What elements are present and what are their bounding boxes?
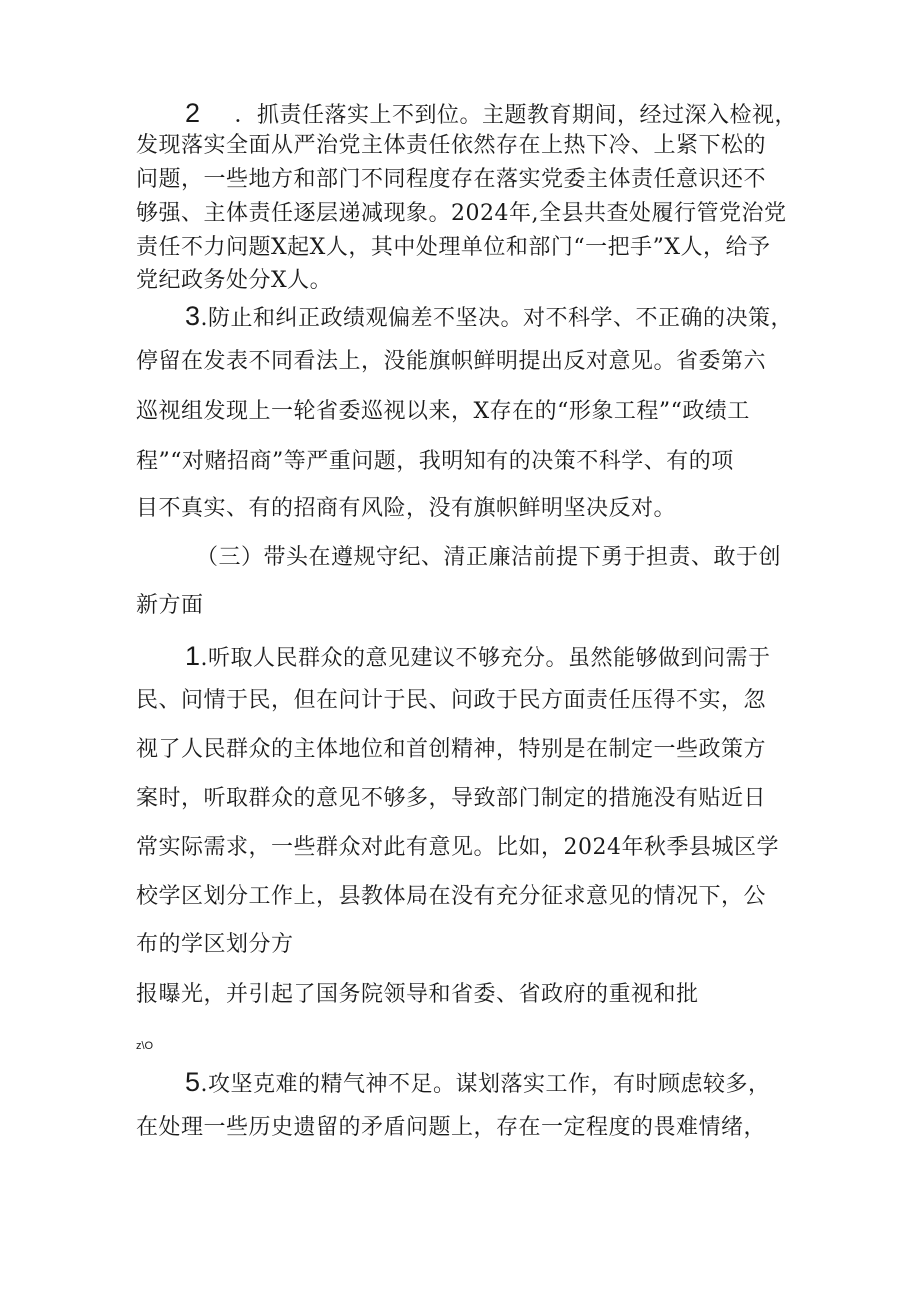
paragraph-2-text-1: ．抓责任落实上不到位。主题教育期间，经过深入检视， [234, 103, 798, 128]
paragraph-3-line-5: 目不真实、有的招商有风险，没有旗帜鲜明坚决反对。 [136, 496, 677, 521]
paragraph-1-line-7: 布的学区划分方 [136, 932, 294, 957]
paragraph-1-line-3: 视了人民群众的主体地位和首创精神，特别是在制定一些政策方 [136, 737, 767, 762]
paragraph-1-line-6: 校学区划分工作上，县教体局在没有充分征求意见的情况下，公 [136, 884, 767, 909]
paragraph-2-line-6: 党纪政务处分X人。 [136, 268, 333, 293]
paragraph-2-line-1 [185, 100, 797, 127]
text-fragment: z\O [136, 1040, 154, 1052]
paragraph-2-line-4: 够强、主体责任逐层递减现象。2024年,全县共查处履行管党治党 [136, 201, 787, 226]
paragraph-5-number: 5 [185, 1067, 201, 1097]
section-3-heading-line-2: 新方面 [136, 593, 204, 618]
paragraph-1-line-8: 报曝光，并引起了国务院领导和省委、省政府的重视和批 [136, 982, 699, 1007]
paragraph-1-line-5: 常实际需求，一些群众对此有意见。比如，2024年秋季县城区学 [136, 835, 779, 860]
paragraph-2-line-3: 问题，一些地方和部门不同程度存在落实党委主体责任意识还不 [136, 167, 767, 192]
paragraph-5-line-2: 在处理一些历史遗留的矛盾问题上，存在一定程度的畏难情绪， [136, 1115, 767, 1140]
section-3-heading-line-1: （三）带头在遵规守纪、清正廉洁前提下勇于担责、敢于创 [196, 545, 782, 570]
paragraph-3-line-4: 程”“对赌招商”等严重问题，我明知有的决策不科学、有的项 [136, 449, 734, 474]
paragraph-1-line-4: 案时，听取群众的意见不够多，导致部门制定的措施没有贴近日 [136, 786, 767, 811]
paragraph-5-text-1: .攻坚克难的精气神不足。谋划落实工作，有时顾虑较多， [200, 1072, 771, 1097]
paragraph-1-number: 1 [185, 641, 201, 671]
paragraph-1-line-2: 民、问情于民，但在问计于民、问政于民方面责任压得不实，忽 [136, 688, 767, 713]
paragraph-2-line-5: 责任不力问题X起X人，其中处理单位和部门“一把手”X人，给予 [136, 235, 771, 260]
paragraph-5-line-1 [185, 1069, 771, 1096]
paragraph-2-line-2: 发现落实全面从严治党主体责任依然存在上热下冷、上紧下松的 [136, 133, 767, 158]
paragraph-3-text-1: .防止和纠正政绩观偏差不坚决。对不科学、不正确的决策， [200, 306, 794, 331]
paragraph-1-line-1 [185, 643, 771, 670]
paragraph-3-line-2: 停留在发表不同看法上，没能旗帜鲜明提出反对意见。省委第六 [136, 349, 767, 374]
paragraph-3-line-3: 巡视组发现上一轮省委巡视以来，X存在的“形象工程”“政绩工 [136, 399, 750, 424]
paragraph-2-number: 2 [185, 98, 201, 128]
paragraph-3-line-1 [185, 303, 793, 330]
paragraph-3-number: 3 [185, 301, 201, 331]
paragraph-1-text-1: .听取人民群众的意见建议不够充分。虽然能够做到问需于 [200, 646, 771, 671]
